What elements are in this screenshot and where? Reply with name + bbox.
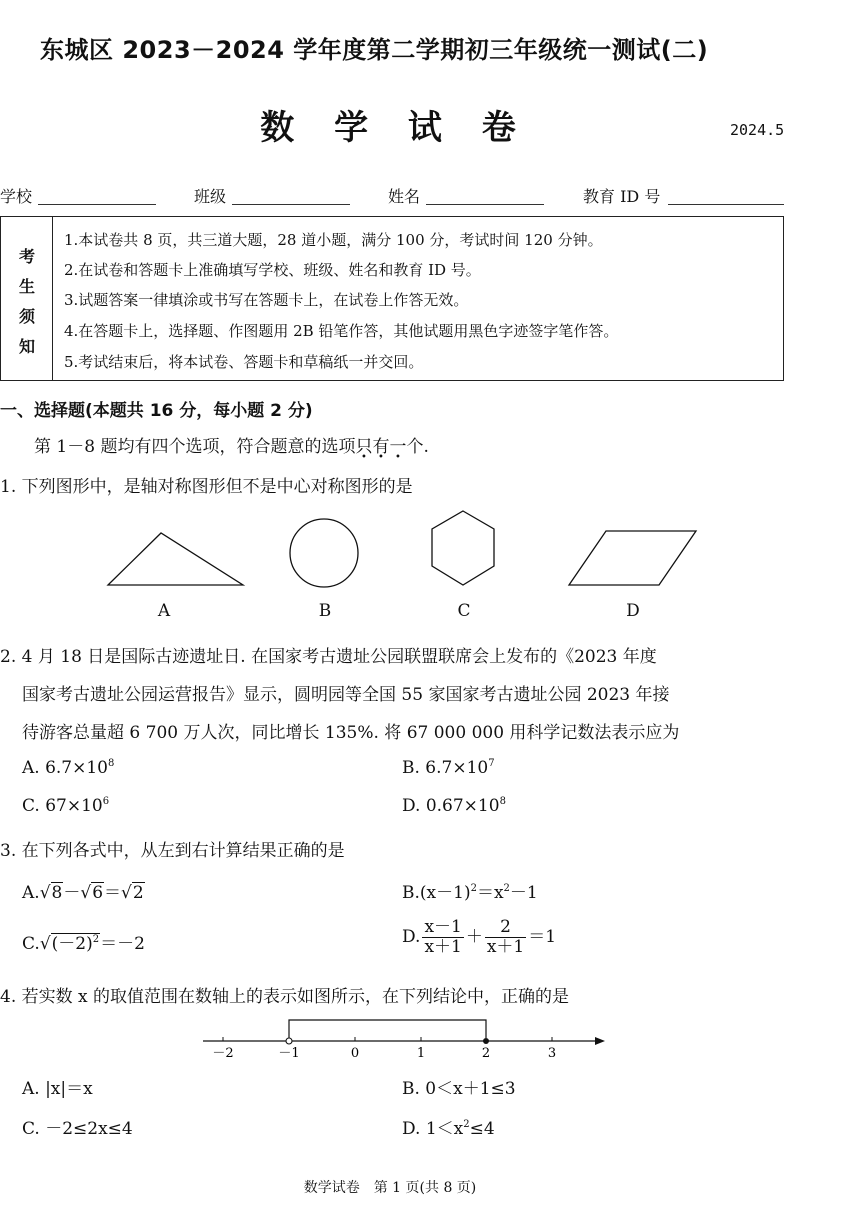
question-2-option-c — [22, 796, 109, 816]
question-1-stem: 1. 下列图形中，是轴对称图形但不是中心对称图形的是 — [0, 477, 413, 497]
question-2-line: 2. 4 月 18 日是国际古迹遗址日. 在国家考古遗址公园联盟联席会上发布的《2023 年度 — [0, 647, 657, 667]
notice-side-label — [1, 217, 53, 380]
shape-label-b: B — [318, 601, 332, 621]
name-label: 姓名 — [388, 187, 421, 206]
paper-date: 2024.5 — [730, 121, 785, 139]
shape-label-d: D — [626, 601, 640, 621]
school-line — [38, 204, 156, 205]
exponent: 2 — [92, 934, 100, 945]
numerator: 2 — [485, 918, 526, 938]
name-line — [426, 204, 544, 205]
question-3-option-b — [402, 878, 538, 903]
notice-item: 1.本试卷共 8 页，共三道大题，28 道小题，满分 100 分，考试时间 120 分钟。 — [64, 231, 603, 249]
option-text: A. 6.7×10 — [22, 758, 108, 778]
expression: －1 — [509, 883, 538, 903]
question-2-line: 国家考古遗址公园运营报告》显示，圆明园等全国 55 家国家考古遗址公园 2023 年接 — [22, 685, 670, 705]
instruction-prefix: 第 1－8 题均有四个选项，符合题意的选项 — [34, 437, 356, 457]
notice-item: 4.在答题卡上，选择题、作图题用 2B 铅笔作答，其他试题用黑色字迹签字笔作答。 — [64, 322, 619, 340]
option-label: A. — [22, 883, 40, 903]
radicand — [51, 933, 100, 954]
open-endpoint — [286, 1038, 292, 1044]
exponent: 2 — [470, 883, 477, 894]
question-2-option-b — [402, 758, 495, 778]
axis-tick-label: 3 — [547, 1046, 557, 1061]
exponent: 6 — [102, 796, 110, 807]
question-4-option-c: C. －2≤2x≤4 — [22, 1119, 133, 1139]
option-text: D. 0.67×10 — [402, 796, 500, 816]
emphasis-char: 只 — [355, 437, 373, 457]
radicand: 2 — [132, 883, 144, 903]
option-label: C. — [22, 934, 40, 954]
page-footer: 数学试卷 第 1 页(共 8 页) — [303, 1180, 477, 1196]
class-label: 班级 — [194, 187, 227, 206]
exponent: 7 — [488, 758, 495, 769]
school-label: 学校 — [0, 187, 33, 206]
question-3-option-d — [402, 918, 556, 957]
question-3-option-a — [22, 878, 145, 903]
axis-tick-label: －1 — [278, 1046, 300, 1061]
parallelogram-shape — [569, 531, 696, 585]
edu-id-line — [668, 204, 784, 205]
operator: － — [63, 883, 81, 903]
closed-endpoint — [483, 1038, 489, 1044]
expression: ＝x — [476, 883, 504, 903]
circle-shape — [290, 519, 358, 587]
exponent: 2 — [503, 883, 510, 894]
operator: ＝ — [104, 883, 122, 903]
radicand: 8 — [51, 883, 63, 903]
question-4-stem: 4. 若实数 x 的取值范围在数轴上的表示如图所示，在下列结论中，正确的是 — [0, 987, 570, 1007]
axis-tick-label: 1 — [416, 1046, 426, 1061]
axis-arrow-icon — [595, 1037, 605, 1045]
operator: ＋ — [465, 927, 483, 947]
radicand: 6 — [92, 883, 104, 903]
sqrt-sign: √ — [80, 883, 92, 903]
denominator: x＋1 — [486, 937, 525, 957]
notice-item: 5.考试结束后，将本试卷、答题卡和草稿纸一并交回。 — [64, 353, 424, 371]
question-1-shapes — [0, 500, 867, 600]
notice-item: 2.在试卷和答题卡上准确填写学校、班级、姓名和教育 ID 号。 — [64, 261, 481, 279]
fraction — [485, 918, 526, 957]
notice-side-char: 考 — [18, 247, 35, 266]
exponent: 2 — [463, 1119, 470, 1130]
emphasis-char: 有 — [372, 437, 390, 457]
sqrt-sign: √ — [39, 883, 51, 903]
hexagon-shape — [432, 511, 494, 585]
axis-tick-label: －2 — [212, 1046, 234, 1061]
question-2-line: 待游客总量超 6 700 万人次，同比增长 135%. 将 67 000 000 用科学记数法表示应为 — [22, 723, 680, 743]
class-line — [232, 204, 350, 205]
sqrt-sign: √ — [39, 934, 51, 954]
number-line — [195, 1015, 615, 1063]
notice-side-char: 须 — [18, 307, 35, 326]
exponent: 8 — [499, 796, 506, 807]
question-2-option-a — [22, 758, 114, 778]
edu-id-label: 教育 ID 号 — [583, 187, 661, 206]
option-text: ≤4 — [469, 1119, 495, 1139]
option-text: C. 67×10 — [22, 796, 103, 816]
notice-box — [0, 216, 784, 381]
exam-header: 东城区 2023－2024 学年度第二学期初三年级统一测试(二) — [40, 36, 709, 64]
axis-tick-label: 2 — [481, 1046, 491, 1061]
range-bracket — [289, 1020, 486, 1038]
denominator: x＋1 — [424, 937, 462, 957]
question-2-option-d — [402, 796, 506, 816]
triangle-shape — [108, 533, 243, 585]
option-text: B. 6.7×10 — [402, 758, 489, 778]
notice-side-char: 知 — [18, 337, 35, 356]
question-3-option-c — [22, 929, 145, 954]
question-3-stem: 3. 在下列各式中，从左到右计算结果正确的是 — [0, 841, 345, 861]
numerator: x－1 — [424, 917, 462, 937]
option-label: B. — [402, 883, 420, 903]
paper-title: 数 学 试 卷 — [260, 108, 530, 148]
shape-label-c: C — [457, 601, 471, 621]
axis-tick-label: 0 — [350, 1046, 360, 1061]
section-title: 一、选择题(本题共 16 分，每小题 2 分) — [0, 401, 313, 421]
fraction — [422, 918, 463, 957]
sqrt-sign: √ — [121, 883, 132, 903]
shape-label-a: A — [157, 601, 171, 621]
notice-item: 3.试题答案一律填涂或书写在答题卡上，在试卷上作答无效。 — [64, 291, 469, 309]
option-label: D. — [402, 927, 421, 947]
exponent: 8 — [108, 758, 115, 769]
section-instruction — [34, 432, 429, 457]
expression: (x－1) — [419, 883, 471, 903]
instruction-suffix: 个. — [406, 437, 429, 457]
question-4-option-b: B. 0＜x＋1≤3 — [402, 1079, 516, 1099]
notice-side-char: 生 — [18, 277, 35, 296]
question-4-option-a: A. |x|＝x — [22, 1079, 93, 1099]
expression: (－2) — [51, 934, 93, 954]
expression: ＝1 — [528, 927, 557, 947]
emphasis-char: 一 — [389, 437, 407, 457]
expression: ＝－2 — [100, 934, 145, 954]
question-4-option-d — [402, 1114, 495, 1139]
option-text: D. 1＜x — [402, 1119, 464, 1139]
